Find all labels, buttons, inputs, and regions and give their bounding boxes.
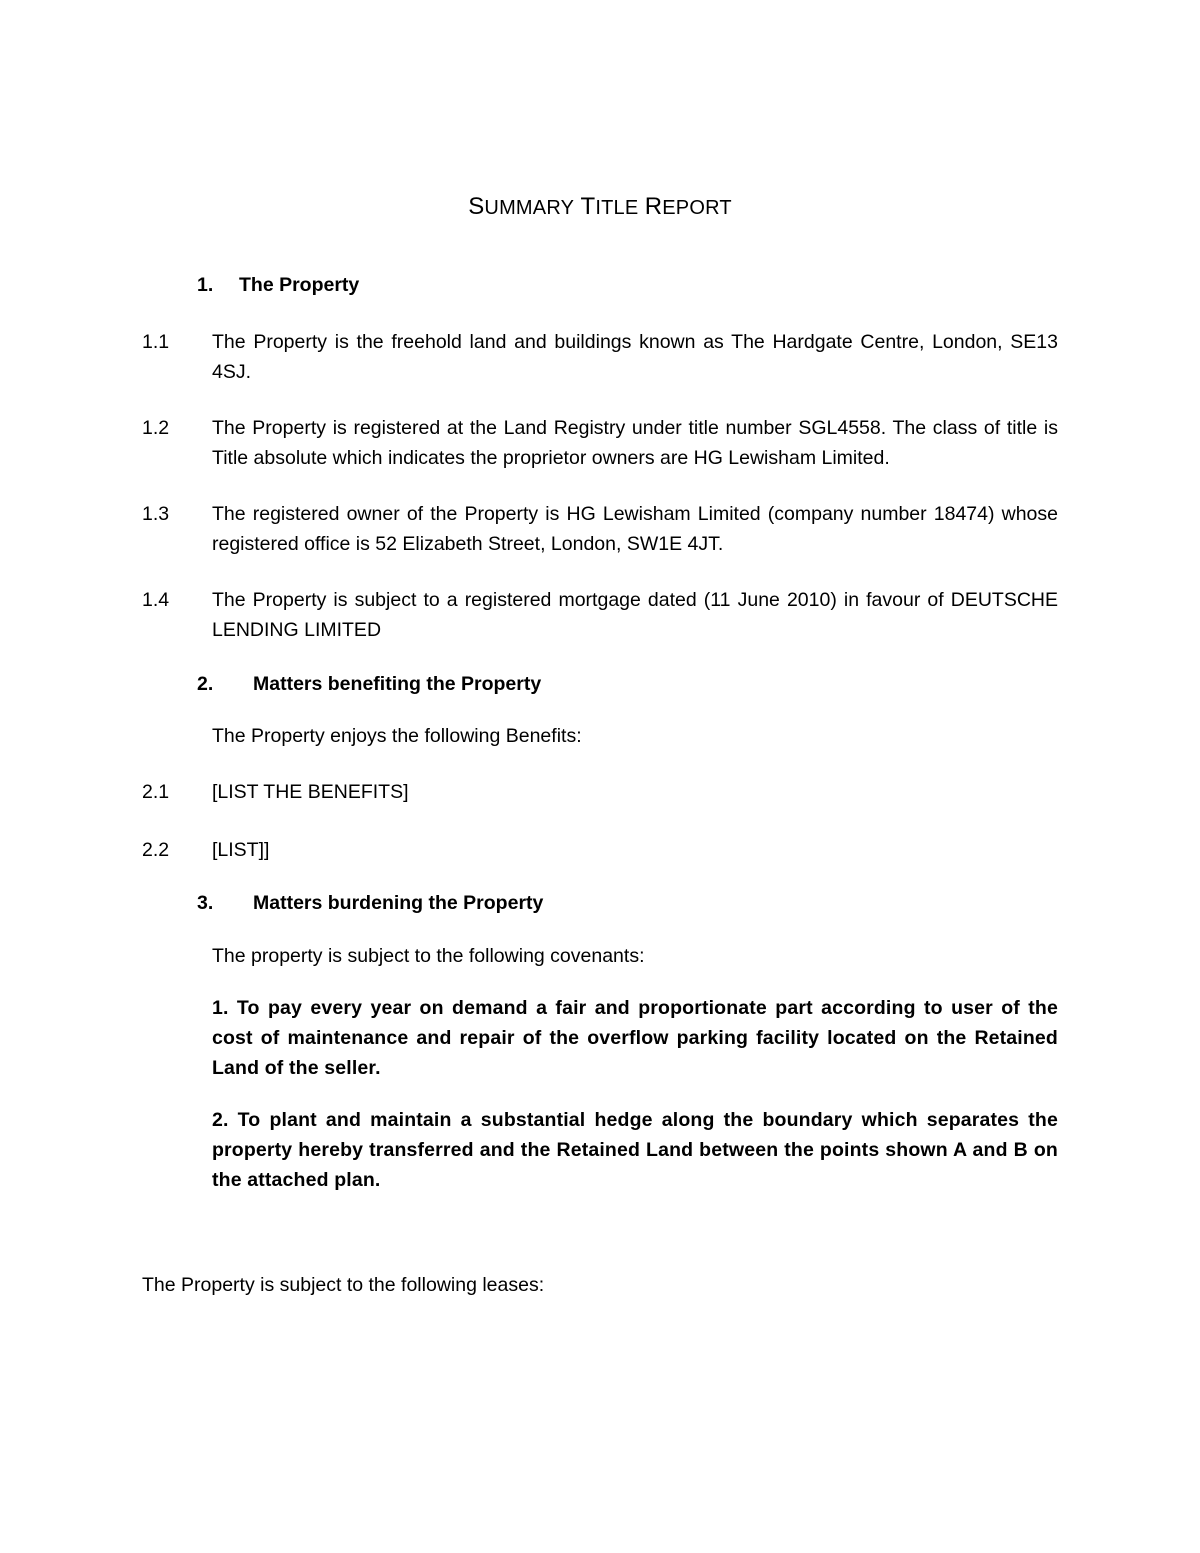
- section-title: Matters burdening the Property: [253, 892, 544, 914]
- clause-2-2: [142, 835, 1058, 865]
- document-title: SUMMARY TITLE REPORT: [468, 193, 732, 220]
- clause-text: [LIST THE BENEFITS]: [212, 781, 409, 803]
- clause-number: 2.1: [142, 781, 170, 803]
- section-number: 2.: [197, 673, 214, 695]
- clause-number: 1.2: [142, 417, 170, 439]
- section-title: Matters benefiting the Property: [253, 673, 542, 695]
- clause-number: 1.4: [142, 589, 170, 611]
- clause-number: 2.2: [142, 839, 170, 861]
- clause-2-1: [142, 777, 1058, 807]
- section-title: The Property: [239, 274, 360, 296]
- covenant-1: 1. To pay every year on demand a fair and proportionate part according to user of the cost of maintenance and repair of the overflow parking facility located on the Retained Land of the seller.: [212, 997, 1058, 1079]
- clause-text: [LIST]]: [212, 839, 270, 861]
- section-2-intro: The Property enjoys the following Benefits:: [212, 725, 582, 747]
- clause-1-1: [142, 327, 1058, 387]
- clause-1-4: [142, 585, 1058, 645]
- clause-text: The registered owner of the Property is HG Lewisham Limited (company number 18474) whose registered office is 52 Elizabeth Street, London, SW1E 4JT.: [212, 503, 1058, 555]
- covenant-2: 2. To plant and maintain a substantial hedge along the boundary which separates the property hereby transferred and the Retained Land between the points shown A and B on the attached plan.: [212, 1109, 1058, 1191]
- clause-number: 1.3: [142, 503, 170, 525]
- section-number: 3.: [197, 892, 214, 914]
- leases-intro: The Property is subject to the following leases:: [142, 1274, 545, 1296]
- clause-number: 1.1: [142, 331, 170, 353]
- clause-1-3: [142, 499, 1058, 559]
- clause-text: The Property is subject to a registered mortgage dated (11 June 2010) in favour of DEUTSCHE LENDING LIMITED: [212, 589, 1058, 641]
- section-number: 1.: [197, 274, 214, 296]
- clause-text: The Property is the freehold land and buildings known as The Hardgate Centre, London, SE13 4SJ.: [212, 331, 1058, 383]
- clause-text: The Property is registered at the Land Registry under title number SGL4558. The class of title is Title absolute which indicates the proprietor owners are HG Lewisham Limited.: [212, 417, 1058, 469]
- section-3-intro: The property is subject to the following covenants:: [212, 945, 645, 967]
- clause-1-2: [142, 413, 1058, 473]
